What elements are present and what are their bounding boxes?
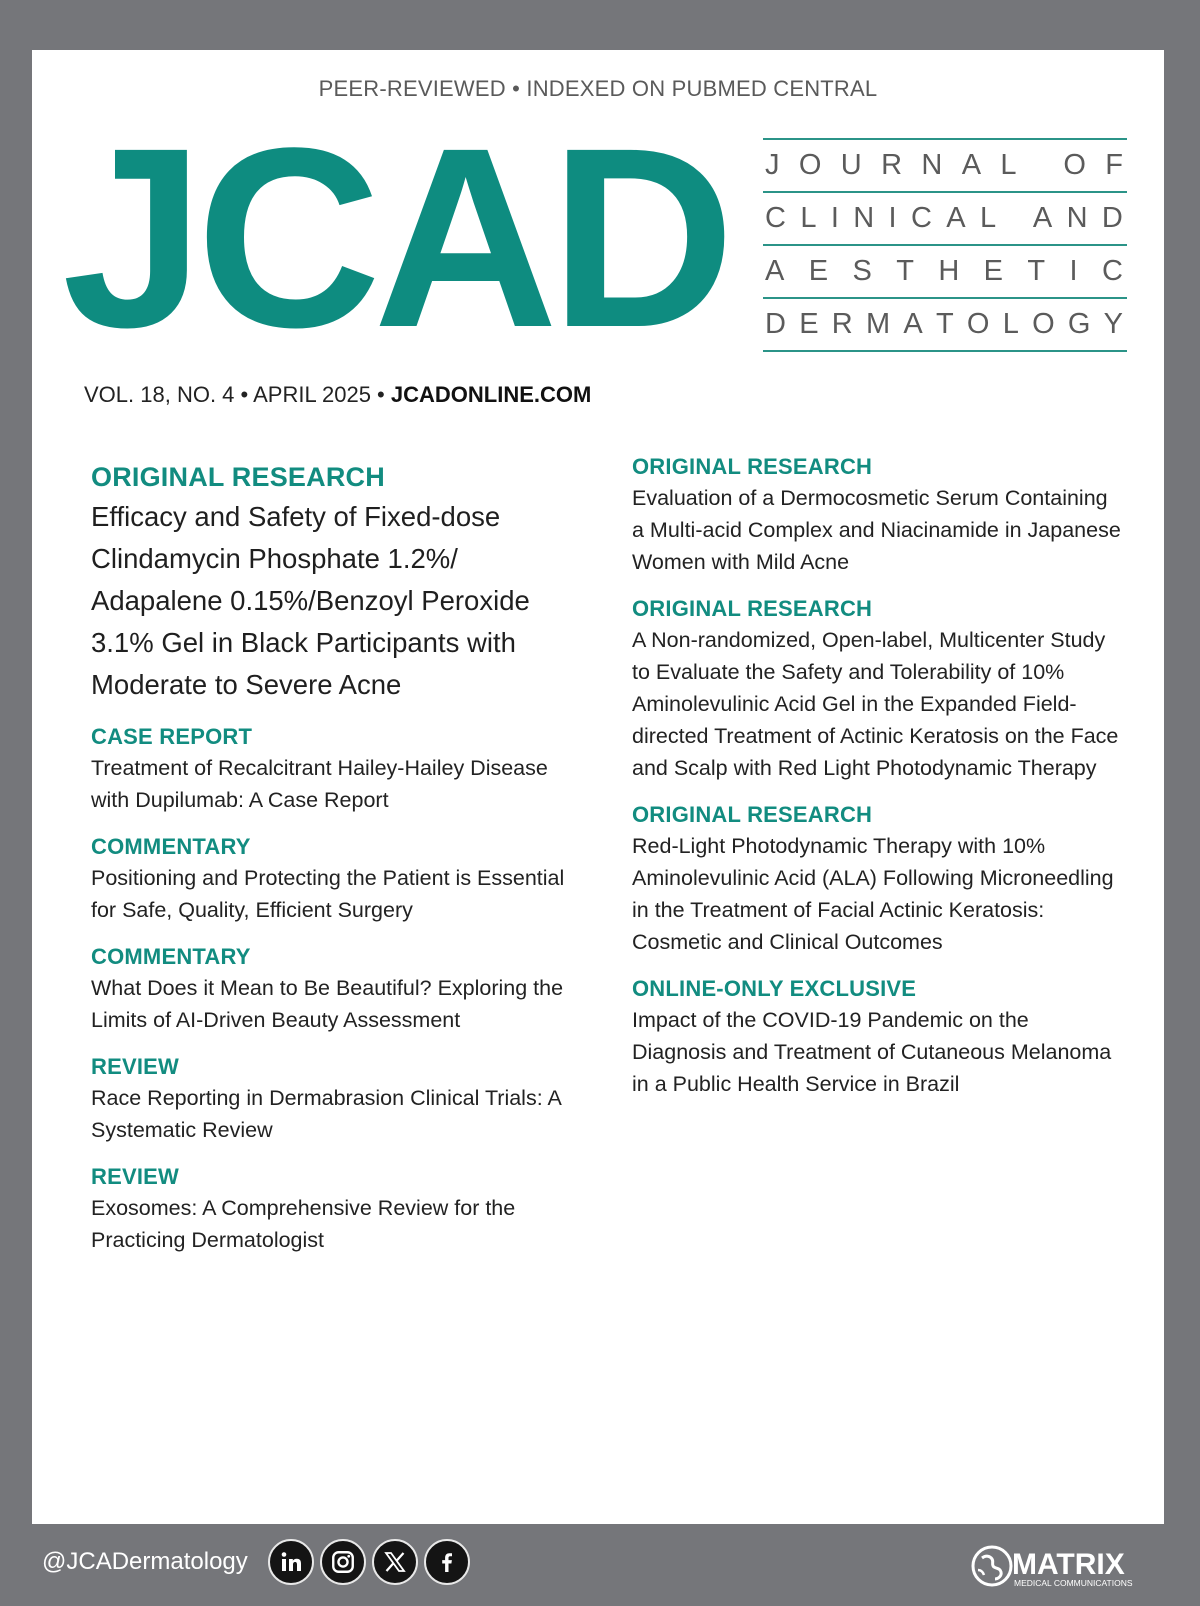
toc-category: ONLINE-ONLY EXCLUSIVE <box>632 976 917 1001</box>
toc-item[interactable] <box>91 1052 591 1146</box>
toc-title: What Does it Mean to Be Beautiful? Exploring the Limits of AI-Driven Beauty Assessment <box>91 976 564 1032</box>
toc-category: ORIGINAL RESEARCH <box>632 802 873 827</box>
toc-item[interactable] <box>91 1162 591 1256</box>
toc-item[interactable] <box>91 458 591 706</box>
toc-category: ORIGINAL RESEARCH <box>632 596 873 621</box>
toc-category: ORIGINAL RESEARCH <box>632 454 873 479</box>
toc-category: REVIEW <box>91 1164 179 1189</box>
toc-item[interactable] <box>91 832 591 926</box>
toc-category: REVIEW <box>91 1054 179 1079</box>
facebook-icon[interactable] <box>424 1539 470 1585</box>
x-icon[interactable] <box>372 1539 418 1585</box>
toc-item[interactable] <box>632 800 1122 958</box>
masthead-line-4: D E R M A T O L O G Y <box>763 299 1127 352</box>
left-toc-column <box>91 458 591 1272</box>
issue-number-date: VOL. 18, NO. 4 • APRIL 2025 • <box>84 382 391 407</box>
toc-category: ORIGINAL RESEARCH <box>91 462 385 492</box>
toc-item[interactable] <box>632 452 1122 578</box>
masthead-line-1: J O U R N A L O F <box>763 140 1127 193</box>
toc-category: CASE REPORT <box>91 724 253 749</box>
website-link[interactable]: JCADONLINE.COM <box>390 382 592 407</box>
toc-title: Impact of the COVID-19 Pandemic on the Diagnosis and Treatment of Cutaneous Melanoma in a Public Health Service in Brazil <box>632 1008 1112 1096</box>
journal-cover <box>32 50 1164 1524</box>
social-icons <box>268 1539 470 1585</box>
toc-item[interactable] <box>632 594 1122 784</box>
issue-info <box>84 382 591 408</box>
toc-title: A Non-randomized, Open-label, Multicenter Study to Evaluate the Safety and Tolerability of 10% Aminolevulinic Acid Gel in the Expanded Field-directed Treatment of Actinic Keratosis on the Face and Scalp with Red Light Photodynamic Therapy <box>632 628 1119 780</box>
toc-title: Exosomes: A Comprehensive Review for the Practicing Dermatologist <box>91 1196 516 1252</box>
toc-title: Evaluation of a Dermocosmetic Serum Containing a Multi-acid Complex and Niacinamide in Japanese Women with Mild Acne <box>632 486 1121 574</box>
linkedin-icon[interactable] <box>268 1539 314 1585</box>
toc-item[interactable] <box>91 942 591 1036</box>
toc-category: COMMENTARY <box>91 834 251 859</box>
journal-logo: JCAD <box>62 95 727 381</box>
publisher-subtitle: MEDICAL COMMUNICATIONS <box>1014 1578 1133 1588</box>
social-handle[interactable]: @JCADermatology <box>42 1548 248 1575</box>
journal-masthead <box>763 138 1127 352</box>
masthead-line-2: C L I N I C A L A N D <box>763 193 1127 246</box>
toc-title: Red-Light Photodynamic Therapy with 10% Aminolevulinic Acid (ALA) Following Microneedling in the Treatment of Facial Actinic Keratosis: Cosmetic and Clinical Outcomes <box>632 834 1114 954</box>
toc-category: COMMENTARY <box>91 944 251 969</box>
toc-title: Positioning and Protecting the Patient is Essential for Safe, Quality, Efficient Surgery <box>91 866 565 922</box>
instagram-icon[interactable] <box>320 1539 366 1585</box>
right-toc-column <box>632 452 1122 1116</box>
tagline: PEER-REVIEWED • INDEXED ON PUBMED CENTRAL <box>318 76 878 101</box>
masthead-line-3: A E S T H E T I C <box>763 246 1127 299</box>
matrix-publisher-logo <box>968 1538 1168 1594</box>
publisher-name: MATRIX <box>1012 1548 1125 1581</box>
toc-title: Efficacy and Safety of Fixed-dose Clindamycin Phosphate 1.2%/ Adapalene 0.15%/Benzoyl Peroxide 3.1% Gel in Black Participants with Moderate to Severe Acne <box>91 501 530 700</box>
globe-icon <box>973 1547 1011 1585</box>
toc-item[interactable] <box>632 974 1122 1100</box>
toc-item[interactable] <box>91 722 591 816</box>
cover-footer <box>0 1524 1200 1606</box>
toc-title: Treatment of Recalcitrant Hailey-Hailey Disease with Dupilumab: A Case Report <box>91 756 548 812</box>
toc-title: Race Reporting in Dermabrasion Clinical Trials: A Systematic Review <box>91 1086 561 1142</box>
